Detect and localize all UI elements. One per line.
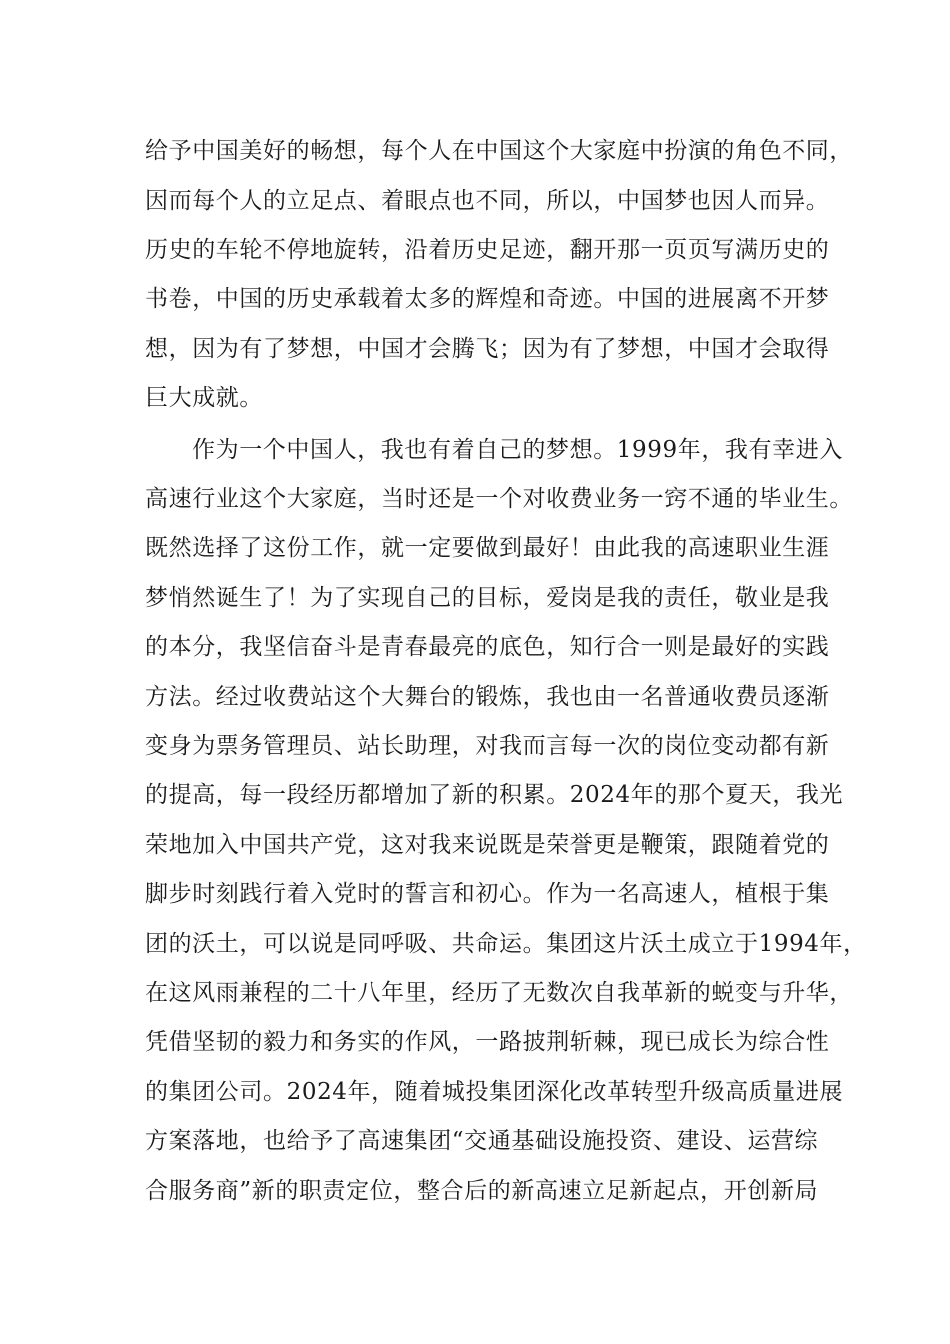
paragraph-line: 在这风雨兼程的二十八年里，经历了无数次自我革新的蜕变与升华， [145, 980, 853, 1006]
paragraph-line: 巨大成就。 [145, 385, 263, 411]
paragraph-line: 因而每个人的立足点、着眼点也不同，所以，中国梦也因人而异。 [145, 188, 830, 214]
paragraph-line: 脚步时刻践行着入党时的誓言和初心。作为一名高速人，植根于集 [145, 881, 830, 907]
paragraph-line: 给予中国美好的畅想，每个人在中国这个大家庭中扮演的角色不同， [145, 138, 853, 164]
paragraph-line: 高速行业这个大家庭，当时还是一个对收费业务一窍不通的毕业生。 [145, 486, 853, 512]
paragraph-line: 作为一个中国人，我也有着自己的梦想。1999年，我有幸进入 [192, 437, 843, 463]
paragraph-line: 荣地加入中国共产党，这对我来说既是荣誉更是鞭策，跟随着党的 [145, 832, 830, 858]
paragraph-line: 变身为票务管理员、站长助理，对我而言每一次的岗位变动都有新 [145, 733, 830, 759]
paragraph-line: 方案落地，也给予了高速集团“交通基础设施投资、建设、运营综 [145, 1128, 819, 1154]
paragraph-line: 梦悄然诞生了！为了实现自己的目标，爱岗是我的责任，敬业是我 [145, 585, 830, 611]
paragraph-line: 方法。经过收费站这个大舞台的锻炼，我也由一名普通收费员逐渐 [145, 684, 830, 710]
paragraph-line: 历史的车轮不停地旋转，沿着历史足迹，翻开那一页页写满历史的 [145, 237, 830, 263]
paragraph-line: 的本分，我坚信奋斗是青春最亮的底色，知行合一则是最好的实践 [145, 634, 830, 660]
paragraph-line: 的集团公司。2024年，随着城投集团深化改革转型升级高质量进展 [145, 1079, 844, 1105]
paragraph-line: 书卷，中国的历史承载着太多的辉煌和奇迹。中国的进展离不开梦 [145, 286, 830, 312]
paragraph-line: 的提高，每一段经历都增加了新的积累。2024年的那个夏天，我光 [145, 782, 844, 808]
paragraph-line: 想，因为有了梦想，中国才会腾飞；因为有了梦想，中国才会取得 [145, 336, 830, 362]
paragraph-line: 凭借坚韧的毅力和务实的作风，一路披荆斩棘，现已成长为综合性 [145, 1029, 830, 1055]
paragraph-line: 合服务商”新的职责定位，整合后的新高速立足新起点，开创新局 [145, 1178, 819, 1204]
paragraph-line: 既然选择了这份工作，就一定要做到最好！由此我的高速职业生涯 [145, 535, 830, 561]
paragraph-line: 团的沃土，可以说是同呼吸、共命运。集团这片沃土成立于1994年， [145, 931, 867, 957]
